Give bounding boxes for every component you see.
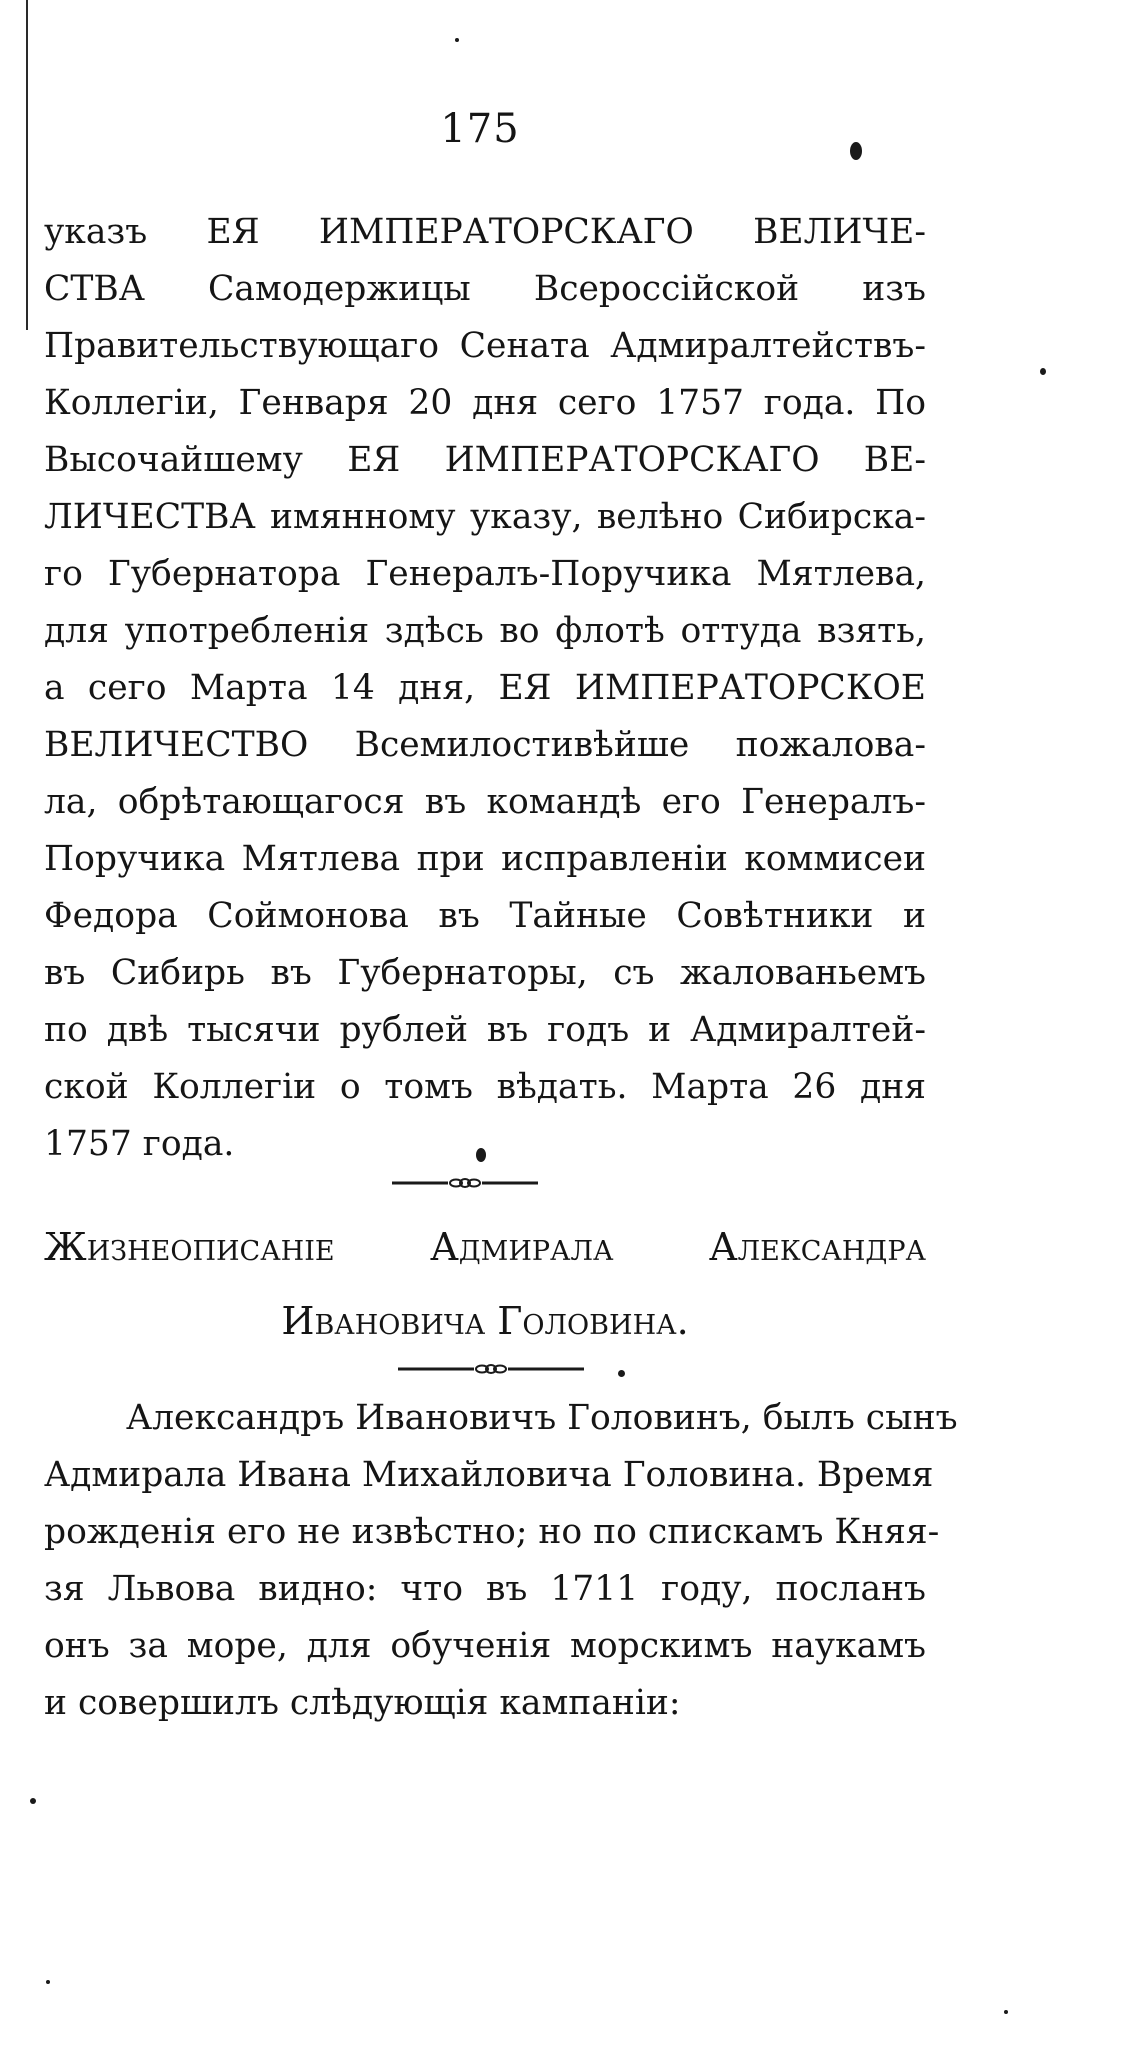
text-line: Александръ Ивановичъ Головинъ, былъ сынъ [126, 1398, 958, 1438]
text-line: а сего Марта 14 дня, ЕЯ ИМПЕРАТОРСКОЕ [44, 668, 926, 708]
biography-paragraph [44, 1390, 958, 1732]
ink-speck [850, 142, 862, 160]
ink-speck [46, 1980, 50, 1984]
text-line: Поручика Мятлева при исправленіи коммисеи [44, 839, 926, 879]
text-line: зя Львова видно: что въ 1711 году, посланъ [44, 1569, 926, 1609]
text-line: въ Сибирь въ Губернаторы, съ жалованьемъ [44, 953, 926, 993]
text-line: рожденія его не извѣстно; но по спискамъ Княя- [44, 1512, 940, 1552]
ornament-divider [396, 1362, 586, 1376]
text-line: ской Коллегіи о томъ вѣдать. Марта 26 дня [44, 1067, 926, 1107]
text-line: онъ за море, для обученія морскимъ наукамъ [44, 1626, 926, 1666]
text-line: Федора Соймонова въ Тайные Совѣтники и [44, 896, 926, 936]
text-line: для употребленія здѣсь во флотѣ оттуда взять, [44, 611, 926, 651]
ink-speck [30, 1798, 36, 1804]
text-line: указъ ЕЯ ИМПЕРАТОРСКАГО ВЕЛИЧЕ- [44, 212, 926, 252]
ink-speck [476, 1148, 486, 1162]
ink-speck [1004, 2010, 1008, 2014]
chapter-title: Ивановича Головина. [281, 1299, 689, 1343]
ink-speck [1040, 368, 1046, 375]
text-line: ЛИЧЕСТВА имянному указу, велѣно Сибирска- [44, 497, 926, 537]
text-line: 1757 года. [44, 1124, 235, 1164]
text-line: Высочайшему ЕЯ ИМПЕРАТОРСКАГО ВЕ- [44, 440, 926, 480]
text-line: и совершилъ слѣдующія кампаніи: [44, 1683, 681, 1723]
chapter-title: Жизнеописаніе Адмирала Александра [44, 1225, 926, 1269]
margin-rule [26, 0, 28, 330]
ink-speck [618, 1370, 625, 1377]
text-line: Коллегіи, Генваря 20 дня сего 1757 года. По [44, 383, 926, 423]
text-line: ВЕЛИЧЕСТВО Всемилостивѣйше пожалова- [44, 725, 926, 765]
text-line: Адмирала Ивана Михайловича Головина. Время [44, 1455, 934, 1495]
decree-paragraph [44, 204, 926, 1173]
text-line: ла, обрѣтающагося въ командѣ его Генералъ- [44, 782, 926, 822]
text-line: Правительствующаго Сената Адмиралтействъ- [44, 326, 926, 366]
page-number: 175 [440, 106, 520, 152]
ink-speck [455, 38, 459, 42]
ornament-divider [390, 1176, 540, 1190]
text-line: СТВА Самодержицы Всероссійской изъ [44, 269, 926, 309]
text-line: по двѣ тысячи рублей въ годъ и Адмиралтей- [44, 1010, 926, 1050]
text-line: го Губернатора Генералъ-Поручика Мятлева, [44, 554, 926, 594]
